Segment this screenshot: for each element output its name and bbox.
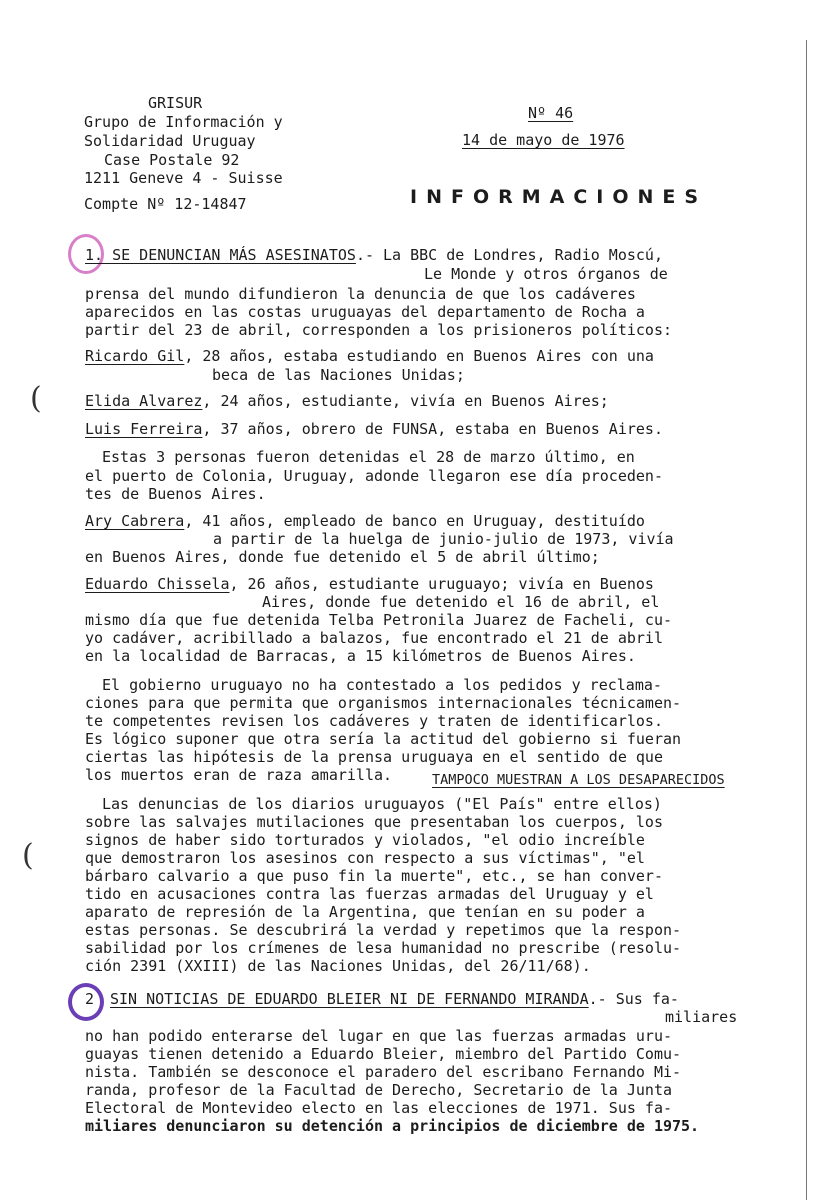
- margin-bracket-mark: (: [22, 838, 34, 873]
- section-1-intro: .- La BBC de Londres, Radio Moscú,: [355, 246, 663, 264]
- person-name: Eduardo Chissela: [85, 575, 230, 593]
- body-line: ciones para que permita que organismos internacionales técnicamen-: [85, 694, 682, 712]
- section-2-heading: SIN NOTICIAS DE EDUARDO BLEIER NI DE FERNANDO MIRANDA: [110, 990, 589, 1008]
- person-detail: , 28 años, estaba estudiando en Buenos Aires con una: [184, 347, 654, 365]
- person-entry: [85, 347, 654, 365]
- compte-number: Compte Nº 12-14847: [84, 195, 247, 213]
- person-name: Elida Alvarez: [85, 392, 203, 410]
- person-detail: , 26 años, estudiante uruguayo; vivía en Buenos: [229, 575, 654, 593]
- body-line: bárbaro calvario a que puso fin la muerte", etc., se han conver-: [85, 867, 663, 885]
- body-line: Le Monde y otros órganos de: [424, 265, 668, 283]
- margin-bracket-mark: (: [30, 381, 42, 416]
- issue-number: Nº 46: [528, 104, 574, 122]
- body-line: a partir de la huelga de junio-julio de 1973, vivía: [213, 530, 674, 548]
- body-line: aparecidos en las costas uruguayas del departamento de Rocha a: [85, 303, 645, 321]
- body-line: en la localidad de Barracas, a 15 kilómetros de Buenos Aires.: [85, 647, 636, 665]
- body-line: signos de haber sido torturados y violados, "el odio increíble: [85, 831, 645, 849]
- body-line: en Buenos Aires, donde fue detenido el 5 de abril último;: [85, 548, 600, 566]
- person-entry: [85, 575, 654, 593]
- org-name-short: GRISUR: [148, 94, 203, 112]
- person-detail: , 24 años, estudiante, vivía en Buenos Aires;: [202, 392, 609, 410]
- body-line: nista. También se desconoce el paradero del escribano Fernando Mi-: [85, 1063, 682, 1081]
- section-2-intro: .- Sus fa-: [588, 990, 679, 1008]
- section-2-number: 2: [85, 990, 95, 1008]
- body-line: tes de Buenos Aires.: [85, 485, 266, 503]
- body-line: Las denuncias de los diarios uruguayos ("El País" entre ellos): [102, 795, 662, 813]
- person-detail: , 37 años, obrero de FUNSA, estaba en Buenos Aires.: [202, 420, 663, 438]
- person-entry: [85, 392, 609, 410]
- page-edge: [806, 40, 807, 1200]
- body-line: Aires, donde fue detenido el 16 de abril, el: [262, 593, 660, 611]
- issue-date: 14 de mayo de 1976: [462, 131, 625, 149]
- body-line: el puerto de Colonia, Uruguay, adonde llegaron ese día proceden-: [85, 467, 663, 485]
- body-line: que demostraron los asesinos con respecto a sus víctimas", "el: [85, 849, 645, 867]
- body-line: sabilidad por los crímenes de lesa humanidad no prescribe (resolu-: [85, 939, 682, 957]
- body-line: El gobierno uruguayo no ha contestado a los pedidos y reclama-: [102, 676, 662, 694]
- person-name: Ricardo Gil: [85, 347, 185, 365]
- body-line: los muertos eran de raza amarilla.: [85, 766, 393, 784]
- person-detail: , 41 años, empleado de banco en Uruguay, destituído: [184, 512, 645, 530]
- org-address-line: 1211 Geneve 4 - Suisse: [84, 169, 283, 187]
- body-line: sobre las salvajes mutilaciones que presentaban los cuerpos, los: [85, 813, 663, 831]
- subheading: TAMPOCO MUESTRAN A LOS DESAPARECIDOS: [432, 772, 725, 788]
- org-name-line: Grupo de Información y: [84, 113, 283, 131]
- body-line: te competentes revisen los cadáveres y traten de identificarlos.: [85, 712, 663, 730]
- section-1-heading: 1. SE DENUNCIAN MÁS ASESINATOS: [85, 246, 356, 264]
- body-line: beca de las Naciones Unidas;: [212, 366, 465, 384]
- body-line: prensa del mundo difundieron la denuncia de que los cadáveres: [85, 285, 636, 303]
- person-entry: [85, 512, 645, 530]
- org-name-line: Solidaridad Uruguay: [84, 132, 256, 150]
- section-2-heading-line: [110, 990, 679, 1008]
- person-entry: [85, 420, 663, 438]
- body-line: randa, profesor de la Facultad de Derecho, Secretario de la Junta: [85, 1081, 672, 1099]
- body-line: ciertas las hipótesis de la prensa uruguaya en el sentido de que: [85, 748, 663, 766]
- org-address-line: Case Postale 92: [104, 151, 240, 169]
- body-line: mismo día que fue detenida Telba Petronila Juarez de Facheli, cu-: [85, 611, 672, 629]
- section-1-heading-line: [85, 246, 663, 264]
- person-name: Luis Ferreira: [85, 420, 203, 438]
- document-title: INFORMACIONES: [410, 186, 708, 208]
- body-line: ción 2391 (XXIII) de las Naciones Unidas, del 26/11/68).: [85, 957, 591, 975]
- body-line: miliares denunciaron su detención a principios de diciembre de 1975.: [85, 1117, 700, 1135]
- body-line: estas personas. Se descubrirá la verdad y repetimos que la respon-: [85, 921, 682, 939]
- body-line: Es lógico suponer que otra sería la actitud del gobierno si fueran: [85, 730, 682, 748]
- body-line: partir del 23 de abril, corresponden a los prisioneros políticos:: [85, 321, 672, 339]
- body-line: tido en acusaciones contra las fuerzas armadas del Uruguay y el: [85, 885, 654, 903]
- person-name: Ary Cabrera: [85, 512, 185, 530]
- body-line: aparato de represión de la Argentina, que tenían en su poder a: [85, 903, 645, 921]
- body-line: Estas 3 personas fueron detenidas el 28 de marzo último, en: [102, 448, 635, 466]
- body-line: guayas tienen detenido a Eduardo Bleier, miembro del Partido Comu-: [85, 1045, 682, 1063]
- body-line: Electoral de Montevideo electo en las elecciones de 1971. Sus fa-: [85, 1099, 672, 1117]
- body-line: no han podido enterarse del lugar en que las fuerzas armadas uru-: [85, 1027, 672, 1045]
- body-line: miliares: [665, 1008, 738, 1026]
- body-line: yo cadáver, acribillado a balazos, fue encontrado el 21 de abril: [85, 629, 663, 647]
